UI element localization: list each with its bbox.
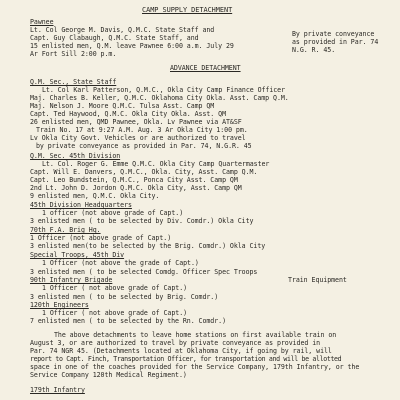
qm-state-staff-heading: Q.M. Sec., State Staff <box>30 78 117 86</box>
closing-paragraph-line: Par. 74 NGR 45. (Detachments located at Oklahoma City, if going by rail, will <box>30 347 332 355</box>
closing-paragraph-line: Service Company 120th Medical Regiment.) <box>30 371 187 379</box>
train-equipment-note: Train Equipment <box>288 276 347 284</box>
qm-state-staff-line: Maj. Nelson J. Moore Q.M.C. Tulsa Asst. Camp QM <box>30 102 215 110</box>
pawnee-line: Ar Fort Sill 2:00 p.m. <box>30 50 117 58</box>
infantry-heading: 179th Infantry <box>30 386 85 394</box>
qm-state-staff-line: Capt. Ted Haywood, Q.M.C. Okla City Okla. Asst. QM <box>30 110 226 118</box>
closing-paragraph-line: The above detachments to leave home stations on first available train on <box>54 331 337 339</box>
qm-state-staff-line: Lv Okla City Govt. Vehicles or are authorized to travel <box>30 134 246 142</box>
unit-line: 1 Officer (not above the grade of Capt.) <box>42 259 199 267</box>
qm-state-staff-line: by private conveyance as provided in Par. 74, N.G.R. 45 <box>36 142 252 150</box>
unit-line: 1 officer (not above grade of Capt.) <box>42 209 184 217</box>
unit-line: 1 Officer ( not above grade of Capt.) <box>42 309 188 317</box>
qm-45th-line: 9 enlisted men, Q.M.C. Okla City. <box>30 192 160 200</box>
pawnee-line: Lt. Col George M. Davis, Q.M.C. State Staff and <box>30 26 215 34</box>
unit-heading: 90th Infantry Brigade <box>30 276 113 284</box>
unit-line: 1 Officer ( not above grade of Capt.) <box>42 284 188 292</box>
qm-45th-line: Capt. Leo Bundstein, Q.M.C., Ponca City Asst. Camp QM <box>30 176 238 184</box>
qm-45th-line: 2nd Lt. John D. Jordon Q.M.C. Okla City, Asst. Camp QM <box>30 184 242 192</box>
qm-state-staff-line: 26 enlisted men, QMD Pawnee, Okla. Lv Pawnee via AT&SF <box>30 118 242 126</box>
pawnee-side-note: N.G. R. 45. <box>292 46 336 54</box>
unit-line: 1 Officer (not above grade of Capt.) <box>30 234 172 242</box>
closing-paragraph-line: report to Capt. Finch, Transportation Officer, for transportation and will be allotted <box>30 355 342 363</box>
qm-state-staff-line: Lt. Col Karl Patterson, Q.M.C., Okla City Camp Finance Officer <box>42 86 286 94</box>
pawnee-line: 15 enlisted men, Q.M. leave Pawnee 6:00 a.m. July 29 <box>30 42 234 50</box>
unit-line: 3 enlisted men ( to be selected by Brig. Comdr.) <box>30 293 219 301</box>
unit-heading: 45th Division Headquarters <box>30 201 132 209</box>
unit-line: 3 enlisted men(to be selected by the Brig. Comdr.) Okla City <box>30 242 266 250</box>
unit-line: 3 enlisted men ( to be selected by Div. Comdr.) Okla City <box>30 217 254 225</box>
pawnee-side-note: as provided in Par. 74 <box>292 38 379 46</box>
closing-paragraph-line: space in one of the coaches provided for the Service Company, 179th Infantry, or the <box>30 363 360 371</box>
unit-heading: Special Troops, 45th Div <box>30 251 125 259</box>
qm-state-staff-line: Train No. 17 at 9:27 A.M. Aug. 3 Ar Okla City 1:00 pm. <box>36 126 248 134</box>
pawnee-side-note: By private conveyance <box>292 30 375 38</box>
unit-heading: 70th F.A. Brig Hq. <box>30 226 101 234</box>
unit-line: 7 enlisted men ( to be selected by the Rn. Comdr.) <box>30 317 226 325</box>
advance-detachment-heading: ADVANCE DETACHMENT <box>170 64 241 72</box>
pawnee-line: Capt. Guy Clabaugh, Q.M.C. State Staff, and <box>30 34 199 42</box>
qm-45th-line: Lt. Col. Roger G. Emme Q.M.C. Okla City Camp Quartermaster <box>42 160 270 168</box>
qm-45th-line: Capt. Will E. Danvers, Q.M.C., Okla. City, Asst. Camp Q.M. <box>30 168 258 176</box>
unit-heading: 120th Engineers <box>30 301 89 309</box>
document-title: CAMP SUPPLY DETACHMENT <box>142 6 233 14</box>
qm-45th-heading: Q.M. Sec. 45th Division <box>30 152 121 160</box>
qm-state-staff-line: Maj. Charles B. Keller, Q.M.C. Oklahoma City Okla. Asst. Camp Q.M. <box>30 94 289 102</box>
closing-paragraph-line: August 3, or are authorized to travel by private conveyance as provided in <box>30 339 321 347</box>
unit-line: 3 enlisted men ( to be selected Comdg. Officer Spec Troops <box>30 268 258 276</box>
pawnee-heading: Pawnee <box>30 18 54 26</box>
